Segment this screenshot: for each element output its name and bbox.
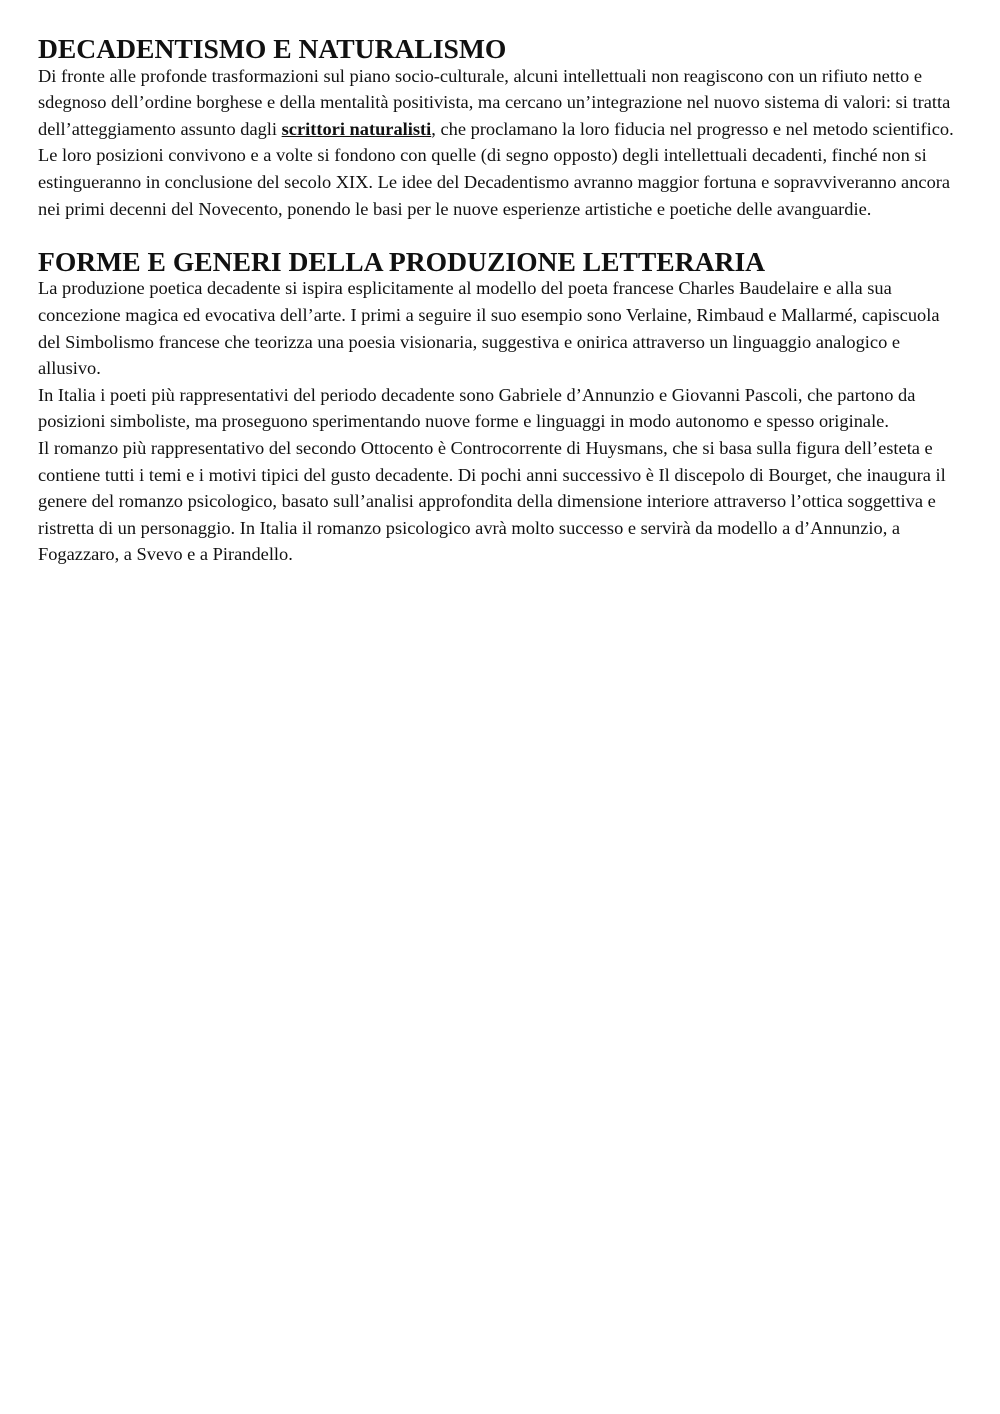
paragraph-decadentismo bbox=[38, 63, 962, 223]
document-page bbox=[38, 33, 962, 568]
paragraph-poeti-italiani: In Italia i poeti più rappresentativi del periodo decadente sono Gabriele d’Annunzio e Giovanni Pascoli, che partono da posizioni simboliste, ma proseguono sperimentando nuove forme e linguaggi in modo autonomo e spesso originale. bbox=[38, 384, 916, 432]
paragraph-text: , che proclamano la loro fiducia nel progresso e nel metodo scientifico. Le loro posizioni convivono e a volte si fondono con quelle (di segno opposto) degli intellettuali decadenti, finché non si estingueranno in conclusione del secolo XIX. Le idee del Decadentismo avranno maggior fortuna e sopravviveranno ancora nei primi decenni del Novecento, ponendo le basi per le nuove esperienze artistiche e poetiche delle avanguardie. bbox=[38, 118, 954, 219]
paragraph-romanzo: Il romanzo più rappresentativo del secondo Ottocento è Controcorrente di Huysmans, che si basa sulla figura dell’esteta e contiene tutti i temi e i motivi tipici del gusto decadente. Di pochi anni successivo è Il discepolo di Bourget, che inaugura il genere del romanzo psicologico, basato sull’analisi approfondita della dimensione interiore attraverso l’ottica soggettiva e ristretta di un personaggio. In Italia il romanzo psicologico avrà molto successo e servirà da modello a d’Annunzio, a Fogazzaro, a Svevo e a Pirandello. bbox=[38, 437, 946, 565]
section-heading-decadentismo: DECADENTISMO E NATURALISMO bbox=[38, 33, 507, 64]
paragraph-poesia-decadente: La produzione poetica decadente si ispira esplicitamente al modello del poeta francese Charles Baudelaire e alla sua concezione magica ed evocativa dell’arte. I primi a seguire il suo esempio sono Verlaine, Rimbaud e Mallarmé, capiscuola del Simbolismo francese che teorizza una poesia visionaria, suggestiva e onirica attraverso un linguaggio analogico e allusivo. bbox=[38, 278, 940, 379]
scrittori-naturalisti-link[interactable]: scrittori naturalisti bbox=[281, 118, 432, 139]
paragraph-text: Di fronte alle profonde trasformazioni sul piano socio-culturale, alcuni intellettuali non reagiscono con un rifiuto netto e sdegnoso dell’ordine borghese e della mentalità positivista, ma cercano un’integrazione nel nuovo sistema di valori: si tratta dell’atteggiamento assunto dagli bbox=[38, 65, 951, 139]
section-spacer bbox=[38, 222, 962, 249]
section-heading-forme-generi: FORME E GENERI DELLA PRODUZIONE LETTERARIA bbox=[38, 245, 766, 277]
